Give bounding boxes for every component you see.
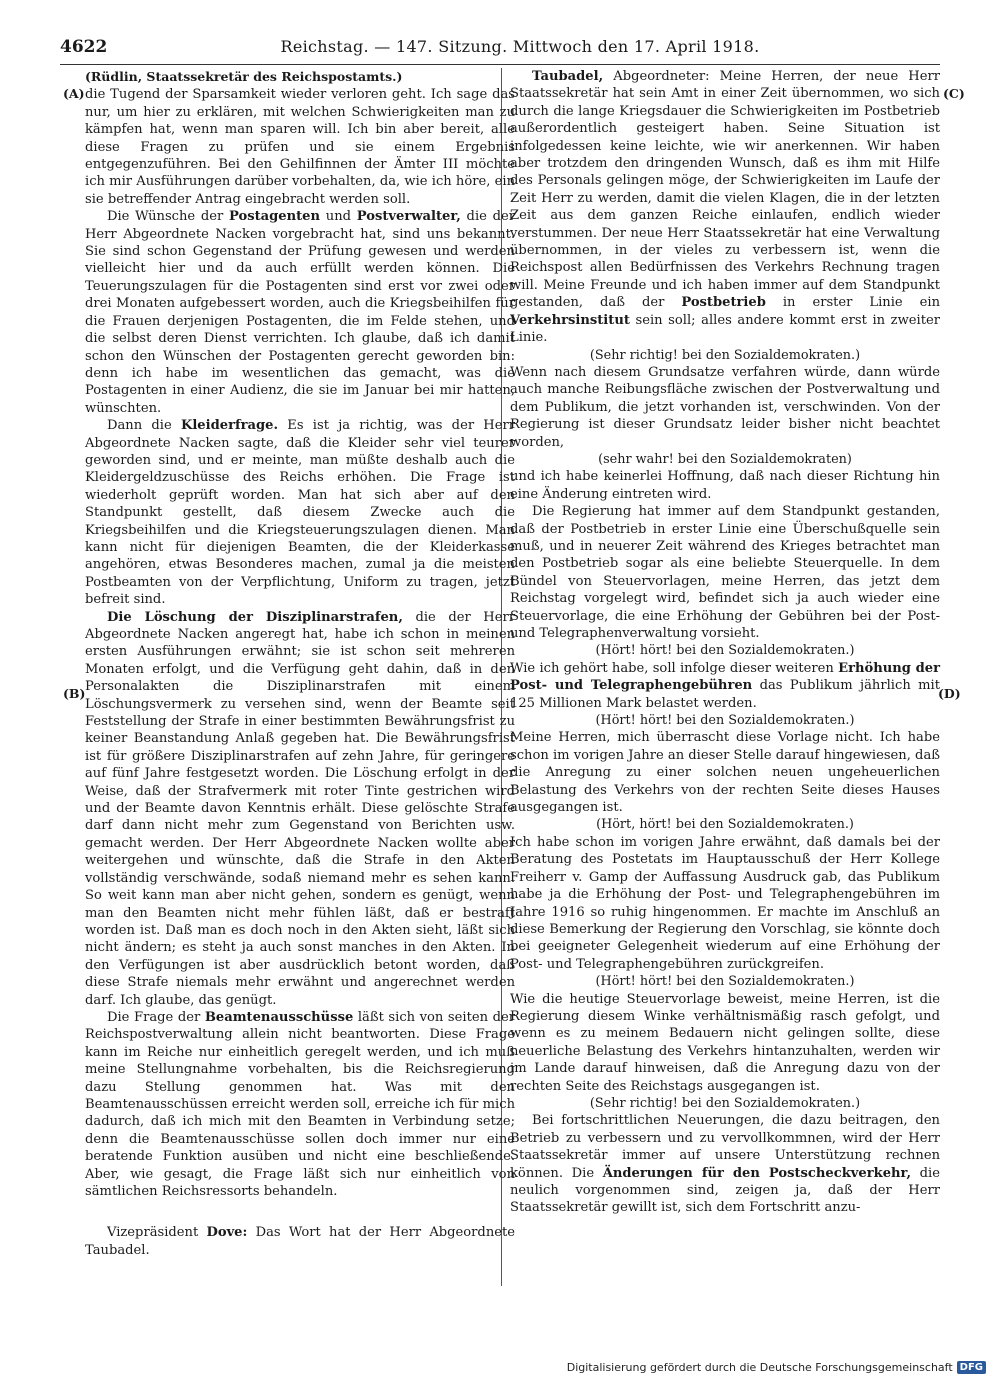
paragraph: Meine Herren, mich überrascht diese Vorlage nicht. Ich habe schon im vorigen Jahre an dieser Stelle darauf hingewiesen, daß die Anregung zu einer solchen neuen ungeheuerlichen Belastung des Verkehrs von der rechten Seite dieses Hauses ausgegangen ist. bbox=[510, 730, 940, 816]
paragraph: Die Regierung hat immer auf dem Standpunkt gestanden, daß der Postbetrieb in erster Linie eine Überschußquelle sein muß, und in neuerer Zeit während des Krieges betrachtet man den Postbetrieb sogar als eine beliebte Steuerquelle. In dem Bündel von Steuervorlagen, meine Herren, das jetzt dem Reichstag vorgelegt wird, befindet sich ja auch wieder eine Steuervorlage, die eine Erhöhung der Gebühren bei der Post- und Telegraphenverwaltung vorsieht. bbox=[510, 504, 940, 641]
margin-marker-d: (D) bbox=[938, 686, 961, 701]
right-column bbox=[510, 68, 940, 1217]
interjection: (sehr wahr! bei den Sozialdemokraten) bbox=[598, 451, 852, 467]
paragraph: Dann die Kleiderfrage. Es ist ja richtig, was der Herr Abgeordnete Nacken sagte, daß die Kleider sehr viel teurer geworden sind, und er meinte, man müßte deshalb auch die Kleidergeldzuschüsse des Reichs erhöhen. Die Frage ist wiederholt geprüft worden. Man hat sich aber auf den Standpunkt gestellt, daß diesem Zwecke auch die Kriegsbeihilfen und die Kriegsteuerungszulagen dienen. Man kann nicht für diejenigen Beamten, die der Kleiderkasse angehören, etwas Besonderes machen, zumal ja die meisten Postbeamten von der Verpflichtung, Uniform zu tragen, jetzt befreit sind. bbox=[85, 418, 515, 608]
paragraph: und ich habe keinerlei Hoffnung, daß nach dieser Richtung hin eine Änderung eintreten wird. bbox=[510, 469, 940, 502]
page-header bbox=[60, 37, 940, 63]
interjection: (Hört! hört! bei den Sozialdemokraten.) bbox=[595, 643, 855, 659]
paragraph: Bei fortschrittlichen Neuerungen, die dazu beitragen, den Betrieb zu verbessern und zu vervollkommnen, wird der Herr Staatssekretär immer auf unsere Unterstützung rechnen können. Die Änderungen für den Postscheckverkehr, die neulich vorgenommen sind, zeigen ja, daß der Herr Staatssekretär gewillt ist, sich dem Fortschritt anzu- bbox=[510, 1113, 940, 1216]
interjection: (Hört! hört! bei den Sozialdemokraten.) bbox=[595, 974, 855, 990]
interjection: (Hört! hört! bei den Sozialdemokraten.) bbox=[595, 713, 855, 729]
footer-text: Digitalisierung gefördert durch die Deutsche Forschungsgemeinschaft bbox=[566, 1361, 953, 1374]
paragraph: Taubadel, Abgeordneter: Meine Herren, der neue Herr Staatssekretär hat sein Amt in einer Zeit übernommen, wo sich durch die lange Kriegsdauer die Schwierigkeiten im Postbetrieb außerordentlich gesteigert haben. Seine Situation ist infolgedessen keine leichte, wie wir anerkennen. Wir haben aber trotzdem den dringenden Wunsch, daß es ihm mit Hilfe des Personals gelingen möge, der Schwierigkeiten im Laufe der Zeit Herr zu werden, damit die vielen Klagen, die in der letzten Zeit aus dem ganzen Reiche einlaufen, endlich wieder verstummen. Der neue Herr Staatssekretär hat eine Verwaltung übernommen, in der vieles zu verbessern ist, wenn die Reichspost allen Bedürfnissen des Verkehrs Rechnung tragen will. Meine Freunde und ich haben immer auf dem Standpunkt gestanden, daß der Postbetrieb in erster Linie ein Verkehrsinstitut sein soll; alles andere kommt erst in zweiter Linie. bbox=[510, 69, 941, 346]
left-column bbox=[85, 68, 515, 1259]
margin-marker-a: (A) bbox=[63, 86, 85, 101]
dfg-logo-icon: DFG bbox=[957, 1361, 986, 1374]
spacer bbox=[85, 1200, 515, 1224]
interjection: (Hört, hört! bei den Sozialdemokraten.) bbox=[596, 817, 854, 833]
margin-marker-b: (B) bbox=[63, 686, 86, 701]
paragraph: Die Wünsche der Postagenten und Postverwalter, die der Herr Abgeordnete Nacken vorgebracht hat, sind uns bekannt. Sie sind schon Gegenstand der Prüfung gewesen und werden vielleicht hier und da auch erfüllt werden können. Die Teuerungszulagen für die Postagenten sind erst vor zwei oder drei Monaten aufgebessert worden, auch die Kriegsbeihilfen für die Frauen derjenigen Postagenten, die im Felde stehen, und die selbst deren Dienst verrichten. Ich glaube, daß ich damit schon den Wünschen der Postagenten gerecht geworden bin: denn ich habe im wesentlichen das gemacht, was die Postagenten in einer Audienz, die sie im Januar bei mir hatten, wünschten. bbox=[85, 209, 515, 416]
header-rule bbox=[60, 64, 940, 65]
page-number: 4622 bbox=[60, 37, 108, 57]
paragraph: Ich habe schon im vorigen Jahre erwähnt, daß damals bei der Beratung des Postetats im Hauptausschuß der Herr Kollege Freiherr v. Gamp der Auffassung Ausdruck gab, das Publikum habe ja die Erhöhung der Post- und Telegraphengebühren im Jahre 1916 so ruhig hingenommen. Er machte im Anschluß an diese Bemerkung der Regierung den Vorschlag, sie könnte doch bei geeigneter Gelegenheit wiederum auf eine Erhöhung der Post- und Telegraphengebühren zurückgreifen. bbox=[510, 834, 940, 972]
footer bbox=[567, 1361, 986, 1374]
paragraph: Die Löschung der Disziplinarstrafen, die der Herr Abgeordnete Nacken angeregt hat, habe ich schon in meinen ersten Ausführungen erwähnt; sie ist schon seit mehreren Monaten erfolgt, und die Verfügung geht dahin, daß in den Personalakten die Disziplinarstrafen mit einem Löschungsvermerk zu versehen sind, wenn der Beamte seit Feststellung der Strafe in einer bestimmten Bewährungsfrist zu keiner Beanstandung Anlaß gegeben hat. Die Bewährungsfrist ist für größere Disziplinarstrafen auf zehn Jahre, für geringere auf fünf Jahre festgesetzt worden. Die Löschung erfolgt in der Weise, daß der Strafvermerk mit roter Tinte gestrichen wird und der Beamte davon Kenntnis erhält. Diese gelöschte Strafe darf dann nicht mehr zum Gegenstand von Berichten usw. gemacht werden. Der Herr Abgeordnete Nacken wollte aber weitergehen und wünschte, daß die Strafe in den Akten vollständig verschwände, sodaß niemand mehr es sehen kann. So weit kann man aber nicht gehen, sondern es genügt, wenn man den Beamten nicht mehr fühlen läßt, daß er bestraft worden ist. Daß man es doch noch in den Akten sieht, läßt sich nicht ändern; es steht ja auch sonst manches in den Akten. In den Verfügungen ist aber ausdrücklich betont worden, daß diese Strafe niemals mehr erwähnt und angerechnet werden darf. Ich glaube, das genügt. bbox=[85, 609, 515, 1008]
speaker-note: (Rüdlin, Staatssekretär des Reichspostamts.) bbox=[85, 69, 403, 84]
paragraph: Wie die heutige Steuervorlage beweist, meine Herren, ist die Regierung diesem Winke verhältnismäßig rasch gefolgt, und wenn es zu meinem Bedauern nicht gelingen sollte, diese neuerliche Belastung des Verkehrs hintanzuhalten, werden wir im Lande darauf hinweisen, daß die Anregung dazu von der rechten Seite des Reichstags ausgegangen ist. bbox=[510, 991, 940, 1094]
paragraph: Wenn nach diesem Grundsatze verfahren würde, dann würde auch manche Reibungsfläche zwischen der Postverwaltung und dem Publikum, die jetzt vorhanden ist, verschwinden. Von der Regierung ist dieser Grundsatz leider bisher nicht beachtet worden, bbox=[510, 364, 940, 450]
interjection: (Sehr richtig! bei den Sozialdemokraten.) bbox=[589, 1095, 861, 1111]
interjection: (Sehr richtig! bei den Sozialdemokraten.) bbox=[589, 347, 861, 363]
paragraph: Wie ich gehört habe, soll infolge dieser weiteren Erhöhung der Post- und Telegraphengebühren das Publikum jährlich mit 125 Millionen Mark belastet werden. bbox=[510, 660, 941, 711]
running-title: Reichstag. — 147. Sitzung. Mittwoch den 17. April 1918. bbox=[280, 37, 760, 56]
paragraph: die Tugend der Sparsamkeit wieder verloren geht. Ich sage das nur, um hier zu erklären, mit welchen Schwierigkeiten man zu kämpfen hat, wenn man sparen will. Ich bin aber bereit, alle diese Fragen zu prüfen und sie einem Ergebnis entgegenzuführen. Bei den Gehilfinnen der Ämter III möchte ich mir Ausführungen darüber vorbehalten, da, wie ich höre, ein sie betreffender Antrag eingebracht werden soll. bbox=[85, 87, 515, 207]
paragraph: Die Frage der Beamtenausschüsse läßt sich von seiten der Reichspostverwaltung allein nicht beantworten. Diese Frage kann im Reiche nur einheitlich geregelt werden, und ich muß meine Stellungnahme vorbehalten, bis die Reichsregierung dazu Stellung genommen hat. Was mit den Beamtenausschüssen erreicht werden soll, erreiche ich für mich dadurch, daß ich mich mit den Beamten in Verbindung setze; denn die Beamtenausschüsse sollen doch immer nur eine beratende Funktion ausüben und nicht eine beschließende. Aber, wie gesagt, die Frage läßt sich nur einheitlich von sämtlichen Reichsressorts behandeln. bbox=[85, 1009, 515, 1199]
margin-marker-c: (C) bbox=[943, 86, 965, 101]
paragraph-speaker-change: Vizepräsident Dove: Das Wort hat der Herr Abgeordnete Taubadel. bbox=[85, 1225, 516, 1258]
